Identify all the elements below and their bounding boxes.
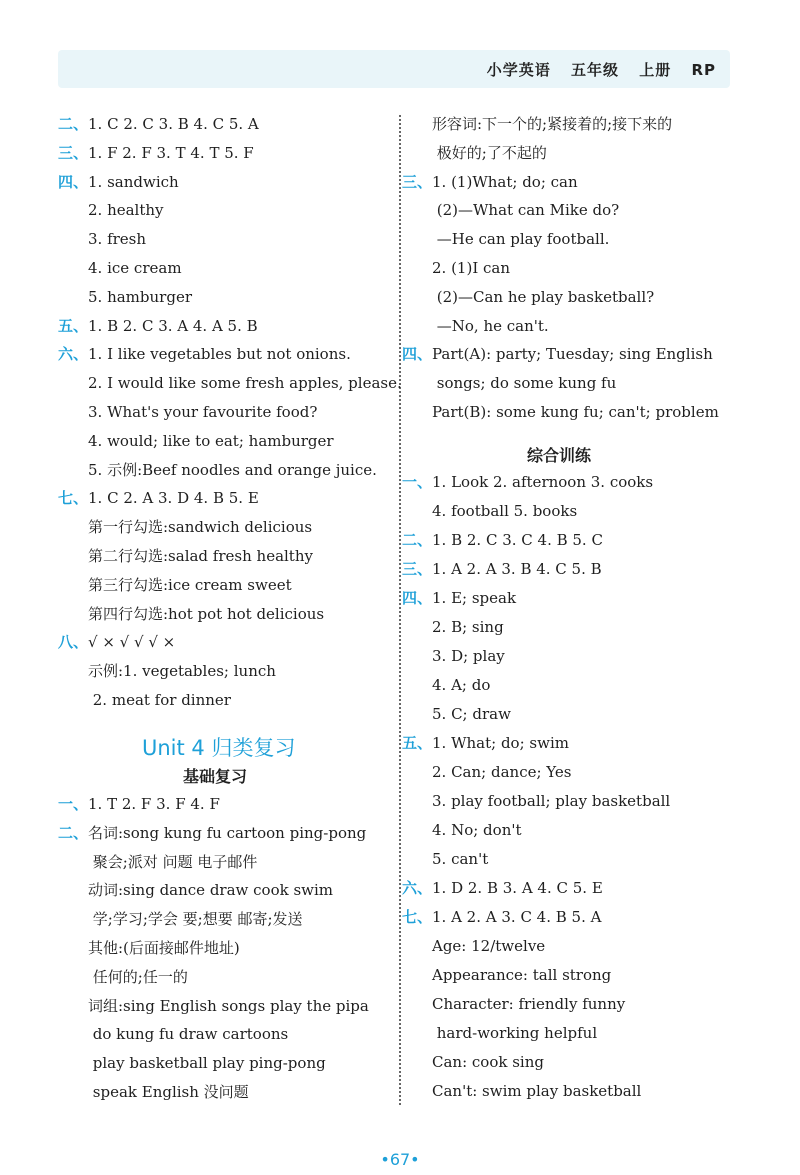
answer-line	[58, 373, 402, 393]
answer-line	[58, 1053, 326, 1073]
answer-line	[58, 880, 333, 900]
answer-text: 2. healthy	[88, 201, 164, 220]
answer-text: 其他:(后面接邮件地址)	[88, 939, 240, 957]
section-marker: 五、	[402, 734, 433, 752]
unit-title: Unit 4 归类复习	[142, 736, 296, 760]
answer-line	[58, 344, 351, 364]
section-marker: 一、	[58, 795, 89, 813]
answer-text: play basketball play ping-pong	[88, 1054, 326, 1073]
answer-line	[58, 316, 258, 336]
section-marker: 四、	[402, 345, 433, 364]
answer-text: 聚会;派对 问题 电子邮件	[88, 852, 258, 871]
answer-text: (2)—What can Mike do?	[432, 201, 620, 220]
section-marker: 七、	[58, 489, 89, 508]
answer-line	[402, 936, 545, 956]
header-volume: 上册	[639, 61, 672, 79]
answer-text: 第四行勾选:hot pot hot delicious	[88, 604, 325, 623]
answer-text: 1. I like vegetables but not onions.	[88, 345, 351, 364]
answer-line	[58, 632, 175, 652]
answer-line	[402, 200, 619, 220]
answer-line	[402, 258, 510, 278]
answer-line	[58, 823, 366, 843]
answer-text: 3. play football; play basketball	[432, 792, 671, 810]
answer-line	[58, 431, 334, 451]
answer-text: 5. hamburger	[88, 287, 192, 306]
answer-line	[402, 762, 571, 782]
answer-line	[58, 402, 317, 422]
page-header	[58, 50, 730, 88]
answer-text: 第三行勾选:ice cream sweet	[88, 575, 292, 594]
answer-text: 名词:song kung fu cartoon ping-pong	[88, 823, 367, 842]
answer-text: 第二行勾选:salad fresh healthy	[88, 547, 313, 565]
answer-line	[402, 402, 719, 422]
answer-text: 1. A 2. A 3. C 4. B 5. A	[432, 908, 602, 926]
answer-text: do kung fu draw cartoons	[88, 1025, 289, 1044]
answer-text: 2. I would like some fresh apples, please.	[88, 374, 402, 393]
answer-text: 1. (1)What; do; can	[432, 172, 578, 191]
answer-text: 1. B 2. C 3. A 4. A 5. B	[88, 316, 258, 335]
section-marker: 四、	[402, 589, 433, 607]
answer-line	[402, 675, 490, 695]
answer-line	[58, 1024, 288, 1044]
section-marker: 二、	[58, 823, 89, 842]
answer-line	[402, 646, 505, 666]
answer-line	[402, 472, 653, 492]
answer-text: 1. D 2. B 3. A 4. C 5. E	[432, 879, 603, 897]
answer-text: 3. fresh	[88, 230, 147, 249]
section-marker: 三、	[58, 143, 89, 162]
answer-line	[58, 517, 312, 537]
answer-text: 1. E; speak	[432, 589, 517, 607]
answer-text: 4. No; don't	[432, 821, 522, 839]
answer-line	[402, 878, 603, 898]
header-edition: RP	[691, 61, 716, 79]
answer-line	[58, 172, 179, 192]
answer-line	[402, 704, 511, 724]
answer-text: Age: 12/twelve	[432, 937, 546, 955]
answer-line	[402, 1081, 641, 1101]
answer-text: 1. What; do; swim	[432, 734, 569, 752]
section-marker: 二、	[58, 115, 89, 133]
answer-text: —He can play football.	[432, 230, 610, 249]
answer-line	[402, 791, 670, 811]
answer-line	[58, 909, 303, 929]
header-subject: 小学英语	[486, 61, 551, 79]
answer-line	[402, 114, 672, 134]
answer-text: hard-working helpful	[432, 1024, 598, 1042]
answer-text: 4. ice cream	[88, 259, 182, 277]
header-text	[473, 59, 716, 80]
answer-text: 2. meat for dinner	[88, 691, 231, 709]
answer-line	[58, 287, 192, 307]
answer-text: Appearance: tall strong	[432, 966, 612, 984]
answer-line	[58, 852, 257, 872]
answer-text: 形容词:下一个的;紧接着的;接下来的	[432, 115, 673, 133]
section-marker: 七、	[402, 908, 433, 926]
answer-line	[58, 604, 324, 624]
header-grade: 五年级	[570, 61, 619, 79]
answer-line	[402, 965, 611, 985]
answer-line	[402, 316, 549, 336]
answer-text: 1. C 2. A 3. D 4. B 5. E	[88, 489, 259, 508]
answer-text: 极好的;了不起的	[432, 143, 547, 162]
answer-line	[58, 114, 259, 134]
answer-text: 词组:sing English songs play the pipa	[88, 996, 369, 1015]
answer-text: 4. A; do	[432, 676, 491, 694]
answer-line	[58, 967, 188, 987]
basic-review-title: 基础复习	[183, 767, 248, 786]
answer-text: songs; do some kung fu	[432, 374, 617, 393]
answer-text: 4. would; like to eat; hamburger	[88, 431, 334, 450]
section-marker: 五、	[58, 316, 89, 335]
answer-text: 5. can't	[432, 850, 489, 868]
answer-text: 示例:1. vegetables; lunch	[88, 662, 276, 681]
answer-line	[58, 996, 369, 1016]
answer-text: 1. C 2. C 3. B 4. C 5. A	[88, 115, 259, 133]
answer-line	[58, 1082, 249, 1102]
answer-line	[402, 907, 601, 927]
answer-line	[58, 258, 182, 278]
answer-line	[58, 661, 276, 681]
answer-line	[58, 575, 292, 595]
column-divider	[399, 115, 401, 1105]
answer-line	[402, 501, 577, 521]
answer-text: 1. F 2. F 3. T 4. T 5. F	[88, 143, 254, 162]
answer-line	[402, 344, 713, 364]
answer-text: 1. A 2. A 3. B 4. C 5. B	[432, 560, 602, 578]
answer-line	[58, 460, 377, 480]
answer-line	[402, 143, 547, 163]
section-marker: 二、	[402, 531, 433, 549]
answer-line	[58, 794, 220, 814]
answer-line	[402, 530, 603, 550]
answer-text: 5. C; draw	[432, 705, 511, 723]
answer-text: Can: cook sing	[432, 1053, 544, 1071]
section-marker: 三、	[402, 172, 433, 191]
answer-text: Can't: swim play basketball	[432, 1082, 642, 1100]
answer-line	[58, 690, 231, 710]
answer-line	[402, 559, 602, 579]
answer-text: Part(A): party; Tuesday; sing English	[432, 345, 713, 364]
section-marker: 四、	[58, 172, 89, 191]
section-marker: 六、	[402, 879, 433, 897]
answer-text: 1. T 2. F 3. F 4. F	[88, 795, 220, 813]
answer-line	[402, 733, 569, 753]
answer-text: 第一行勾选:sandwich delicious	[88, 518, 313, 537]
section-marker: 八、	[58, 633, 89, 652]
answer-line	[402, 1052, 544, 1072]
section-marker: 三、	[402, 560, 433, 578]
answer-text: 学;学习;学会 要;想要 邮寄;发送	[88, 910, 303, 929]
answer-text: 3. D; play	[432, 647, 505, 665]
section-marker: 六、	[58, 345, 89, 364]
answer-text: 4. football 5. books	[432, 502, 578, 520]
answer-text: 2. B; sing	[432, 618, 504, 636]
answer-line	[402, 373, 616, 393]
answer-line	[58, 143, 254, 163]
answer-text: —No, he can't.	[432, 316, 549, 335]
answer-line	[402, 617, 504, 637]
answer-text: √ × √ √ √ ×	[88, 633, 176, 652]
answer-text: (2)—Can he play basketball?	[432, 287, 655, 306]
answer-line	[402, 1023, 597, 1043]
answer-line	[402, 172, 578, 192]
answer-text: speak English 没问题	[88, 1083, 249, 1101]
answer-text: Character: friendly funny	[432, 995, 626, 1013]
answer-text: 任何的;任一的	[88, 967, 188, 986]
answer-text: 2. Can; dance; Yes	[432, 763, 572, 781]
section-marker: 一、	[402, 473, 433, 491]
answer-line	[58, 938, 240, 958]
answer-line	[58, 200, 164, 220]
answer-text: 1. B 2. C 3. C 4. B 5. C	[432, 531, 603, 549]
answer-text: Part(B): some kung fu; can't; problem	[432, 403, 719, 421]
answer-text: 3. What's your favourite food?	[88, 403, 318, 421]
answer-line	[58, 546, 313, 566]
answer-line	[58, 229, 146, 249]
answer-line	[402, 287, 654, 307]
answer-line	[402, 229, 609, 249]
answer-line	[402, 820, 522, 840]
answer-line	[402, 994, 625, 1014]
answer-line	[58, 488, 259, 508]
answer-text: 1. sandwich	[88, 172, 179, 191]
answer-text: 5. 示例:Beef noodles and orange juice.	[88, 460, 377, 479]
page-number: •67•	[380, 1150, 420, 1169]
answer-line	[402, 588, 516, 608]
answer-text: 动词:sing dance draw cook swim	[88, 881, 334, 900]
answer-text: 2. (1)I can	[432, 259, 511, 277]
comprehensive-training-title: 综合训练	[527, 446, 592, 465]
answer-line	[402, 849, 488, 869]
answer-text: 1. Look 2. afternoon 3. cooks	[432, 473, 654, 491]
